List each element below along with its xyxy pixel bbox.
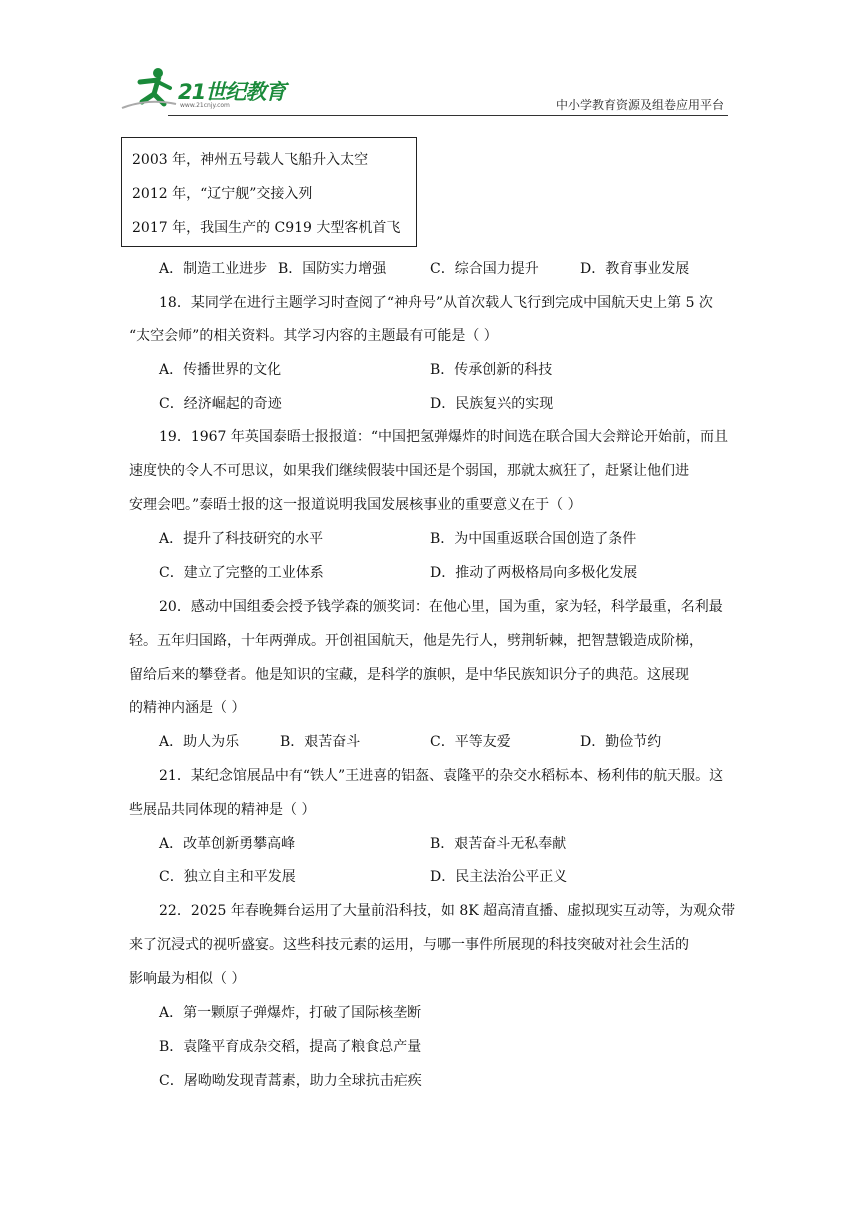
q21-stem: 21．某纪念馆展品中有“铁人”王进喜的铝盔、袁隆平的杂交水稻标本、杨利伟的航天服。这 [159,768,724,784]
q20-option-c[interactable]: C．平等友爱 [430,734,511,750]
page-header [118,64,728,116]
material-box [121,137,417,247]
q19-stem: 19．1967 年英国泰晤士报报道：“中国把氢弹爆炸的时间选在联合国大会辩论开始前，而且 [159,429,729,445]
q21-stem: 些展品共同体现的精神是（ ） [129,802,316,818]
box-line: 2017 年，我国生产的 C919 大型客机首飞 [132,220,401,236]
logo-url: www.21cnjy.com [180,102,230,109]
q19-option-c[interactable]: C．建立了完整的工业体系 [159,565,324,581]
q21-option-a[interactable]: A．改革创新勇攀高峰 [159,836,296,852]
q18-stem: “太空会师”的相关资料。其学习内容的主题最有可能是（ ） [129,328,498,344]
q17-option-b[interactable]: B．国防实力增强 [278,261,387,277]
q22-stem: 22．2025 年春晚舞台运用了大量前沿科技，如 8K 超高清直播、虚拟现实互动等，为观众带 [159,903,736,919]
q17-option-a[interactable]: A．制造工业进步 [159,261,268,277]
q18-option-d[interactable]: D．民族复兴的实现 [430,396,554,412]
q20-option-a[interactable]: A．助人为乐 [159,734,240,750]
q22-stem: 影响最为相似（ ） [129,971,246,987]
q18-option-b[interactable]: B．传承创新的科技 [430,362,553,378]
q18-option-c[interactable]: C．经济崛起的奇迹 [159,396,282,412]
box-line: 2012 年，“辽宁舰”交接入列 [132,186,313,202]
header-divider [168,115,728,116]
runner-logo-icon [118,64,178,114]
box-line: 2003 年，神州五号载人飞船升入太空 [132,152,369,168]
q19-option-b[interactable]: B．为中国重返联合国创造了条件 [430,531,637,547]
q19-option-a[interactable]: A．提升了科技研究的水平 [159,531,324,547]
q18-option-a[interactable]: A．传播世界的文化 [159,362,282,378]
platform-name: 中小学教育资源及组卷应用平台 [555,98,724,112]
q20-stem: 20．感动中国组委会授予钱学森的颁奖词：在他心里，国为重，家为轻，科学最重，名利最 [159,599,723,615]
q22-option-a[interactable]: A．第一颗原子弹爆炸，打破了国际核垄断 [159,1005,422,1021]
q21-option-c[interactable]: C．独立自主和平发展 [159,869,296,885]
q20-option-b[interactable]: B．艰苦奋斗 [280,734,361,750]
q21-option-b[interactable]: B．艰苦奋斗无私奉献 [430,836,567,852]
q19-stem: 速度快的令人不可思议，如果我们继续假装中国还是个弱国，那就太疯狂了，赶紧让他们进 [129,463,689,479]
q20-stem: 的精神内涵是（ ） [129,700,246,716]
q21-option-d[interactable]: D．民主法治公平正义 [430,869,568,885]
q19-option-d[interactable]: D．推动了两极格局向多极化发展 [430,565,638,581]
logo [118,64,298,116]
q20-stem: 留给后来的攀登者。他是知识的宝藏，是科学的旗帜，是中华民族知识分子的典范。这展现 [129,667,689,683]
q22-stem: 来了沉浸式的视听盛宴。这些科技元素的运用，与哪一事件所展现的科技突破对社会生活的 [129,937,689,953]
q17-option-c[interactable]: C．综合国力提升 [430,261,539,277]
q17-option-d[interactable]: D．教育事业发展 [580,261,690,277]
q22-option-b[interactable]: B．袁隆平育成杂交稻，提高了粮食总产量 [159,1039,422,1055]
q20-stem: 轻。五年归国路，十年两弹成。开创祖国航天，他是先行人，劈荆斩棘，把智慧锻造成阶梯， [129,633,703,649]
logo-text: 21世纪教育 [178,80,286,104]
q19-stem: 安理会吧。”泰晤士报的这一报道说明我国发展核事业的重要意义在于（ ） [129,497,582,513]
q18-stem: 18．某同学在进行主题学习时查阅了“神舟号”从首次载人飞行到完成中国航天史上第 5 次 [159,295,713,311]
q22-option-c[interactable]: C．屠呦呦发现青蒿素，助力全球抗击疟疾 [159,1073,422,1089]
q20-option-d[interactable]: D．勤俭节约 [580,734,662,750]
